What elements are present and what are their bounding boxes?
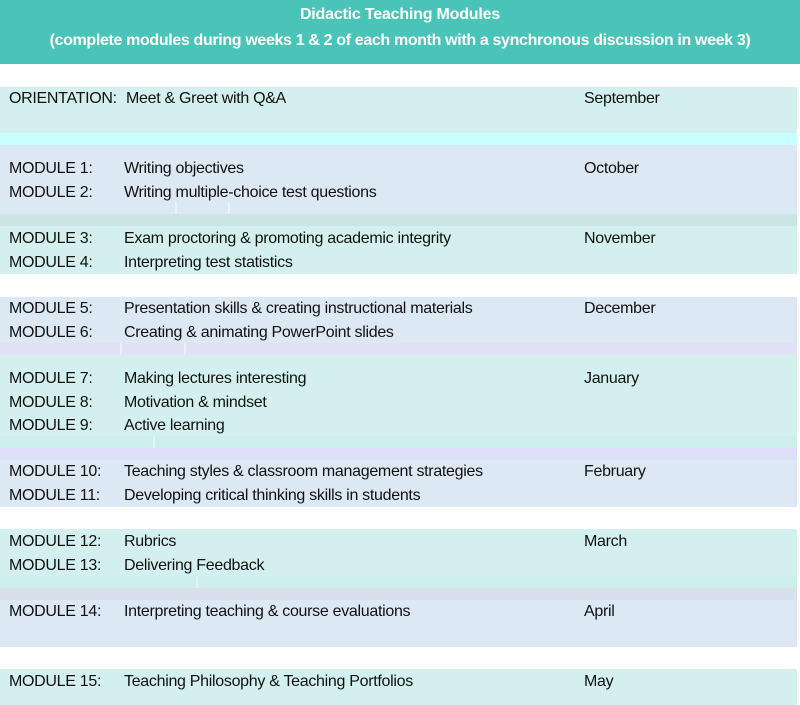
month-label: February [584,463,646,480]
separator-stripe [0,448,797,460]
module-row-15 [0,670,797,694]
module-title: Creating & animating PowerPoint slides [124,324,394,341]
module-label: MODULE 9: [9,417,93,434]
module-row-1 [0,157,797,181]
module-label: MODULE 14: [9,603,102,620]
module-label: MODULE 6: [9,324,93,341]
module-label: MODULE 8: [9,394,93,411]
module-row-8 [0,391,797,415]
page-title: Didactic Teaching Modules [299,6,501,23]
module-row-7 [0,367,797,391]
module-title: Presentation skills & creating instructional materials [124,300,473,317]
module-row-5 [0,297,797,321]
separator-stripe [0,214,797,226]
module-title: Rubrics [124,533,177,550]
module-label: MODULE 2: [9,184,93,201]
module-row-14 [0,600,797,624]
module-title: Delivering Feedback [124,557,265,574]
module-title: Interpreting teaching & course evaluations [124,603,411,620]
module-row-10 [0,460,797,484]
schedule-header [0,0,800,64]
module-label: MODULE 10: [9,463,102,480]
module-title: Meet & Greet with Q&A [126,90,286,107]
month-label: December [584,300,656,317]
page-subtitle: (complete modules during weeks 1 & 2 of each month with a synchronous discussion in week 3) [49,32,751,49]
module-title: Exam proctoring & promoting academic integrity [124,230,451,247]
module-title: Teaching Philosophy & Teaching Portfolios [124,673,413,690]
module-label: MODULE 13: [9,557,102,574]
module-label: MODULE 12: [9,533,102,550]
module-label: MODULE 3: [9,230,93,247]
module-row-3 [0,227,797,251]
month-label: April [584,603,615,620]
module-row-2 [0,181,797,205]
module-title: Making lectures interesting [124,370,307,387]
module-row-6 [0,321,797,345]
month-label: May [584,673,614,690]
month-label: October [584,160,639,177]
module-row-12 [0,530,797,554]
month-label: January [584,370,639,387]
module-row-13 [0,554,797,578]
module-title: Writing multiple-choice test questions [124,184,377,201]
module-label: MODULE 1: [9,160,93,177]
month-label: September [584,90,660,107]
module-title: Active learning [124,417,225,434]
module-label: MODULE 5: [9,300,93,317]
module-label: MODULE 7: [9,370,93,387]
module-row-11 [0,484,797,508]
month-label: November [584,230,656,247]
module-title: Teaching styles & classroom management strategies [124,463,483,480]
module-title: Interpreting test statistics [124,254,293,271]
module-row-4 [0,251,797,275]
module-title: Developing critical thinking skills in students [124,487,421,504]
module-label: MODULE 11: [9,487,100,504]
module-label: MODULE 4: [9,254,93,271]
module-label: MODULE 15: [9,673,102,690]
module-title: Motivation & mindset [124,394,267,411]
module-row-9 [0,414,797,438]
module-row-orientation [0,87,797,111]
month-label: March [584,533,627,550]
module-label: ORIENTATION: [9,90,117,107]
separator-stripe [0,133,797,145]
separator-stripe [0,588,797,600]
module-title: Writing objectives [124,160,244,177]
